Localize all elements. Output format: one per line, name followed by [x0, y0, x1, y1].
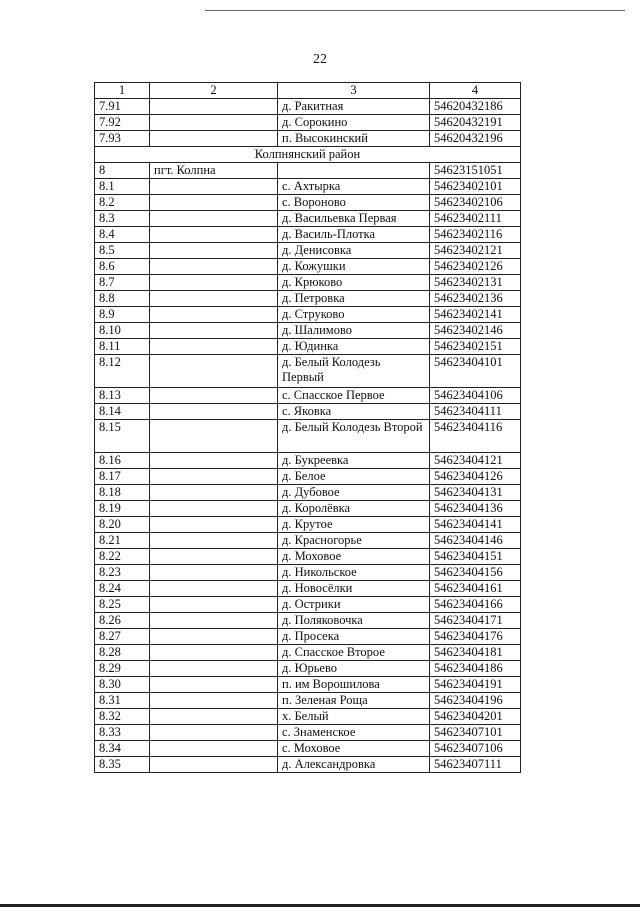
type-cell	[150, 404, 278, 420]
type-cell	[150, 99, 278, 115]
oktmo-code-cell: 54623404116	[430, 420, 521, 453]
page-number: 22	[313, 52, 327, 67]
oktmo-code-cell: 54623402126	[430, 259, 521, 275]
settlement-cell: д. Красногорье	[278, 533, 430, 549]
number-cell: 8.11	[95, 339, 150, 355]
settlement-cell: д. Василь-Плотка	[278, 227, 430, 243]
table-row	[95, 195, 521, 211]
number-cell: 8.18	[95, 485, 150, 501]
table-row	[95, 388, 521, 404]
settlement-cell: д. Поляковочка	[278, 613, 430, 629]
number-cell: 8.27	[95, 629, 150, 645]
number-cell: 8.32	[95, 709, 150, 725]
settlement-cell: с. Спасское Первое	[278, 388, 430, 404]
oktmo-code-cell: 54620432186	[430, 99, 521, 115]
type-cell	[150, 115, 278, 131]
number-cell: 8.2	[95, 195, 150, 211]
table-row	[95, 211, 521, 227]
type-cell	[150, 645, 278, 661]
oktmo-code-cell: 54623402136	[430, 291, 521, 307]
number-cell: 8.4	[95, 227, 150, 243]
settlement-cell: п. им Ворошилова	[278, 677, 430, 693]
header-cell: 2	[150, 83, 278, 99]
oktmo-code-cell: 54623404166	[430, 597, 521, 613]
header-cell: 4	[430, 83, 521, 99]
number-cell: 8.35	[95, 757, 150, 773]
settlement-cell: д. Белое	[278, 469, 430, 485]
number-cell: 8.7	[95, 275, 150, 291]
settlement-cell: с. Яковка	[278, 404, 430, 420]
oktmo-code-cell: 54623402111	[430, 211, 521, 227]
settlement-cell: д. Кожушки	[278, 259, 430, 275]
table-row	[95, 323, 521, 339]
table-row	[95, 485, 521, 501]
type-cell	[150, 469, 278, 485]
number-cell: 8.12	[95, 355, 150, 388]
oktmo-code-cell: 54623404146	[430, 533, 521, 549]
table-row	[95, 645, 521, 661]
oktmo-code-cell: 54623404136	[430, 501, 521, 517]
table-row	[95, 469, 521, 485]
table-row	[95, 661, 521, 677]
type-cell	[150, 677, 278, 693]
table-row	[95, 741, 521, 757]
settlement-cell: д. Белый Колодезь Второй	[278, 420, 430, 453]
settlement-cell: д. Ракитная	[278, 99, 430, 115]
oktmo-code-cell: 54623407106	[430, 741, 521, 757]
oktmo-code-cell: 54623404181	[430, 645, 521, 661]
number-cell: 8.24	[95, 581, 150, 597]
table-row	[95, 227, 521, 243]
settlement-cell: д. Александровка	[278, 757, 430, 773]
district-section-row	[95, 147, 521, 163]
table-row	[95, 629, 521, 645]
table-row	[95, 275, 521, 291]
oktmo-code-cell: 54623404161	[430, 581, 521, 597]
number-cell: 8.15	[95, 420, 150, 453]
header-cell: 3	[278, 83, 430, 99]
type-cell	[150, 339, 278, 355]
oktmo-code-cell: 54623404121	[430, 453, 521, 469]
type-cell	[150, 307, 278, 323]
number-cell: 8.3	[95, 211, 150, 227]
oktmo-code-cell: 54623404196	[430, 693, 521, 709]
header-cell: 1	[95, 83, 150, 99]
oktmo-code-cell: 54623402101	[430, 179, 521, 195]
settlement-cell: д. Крутое	[278, 517, 430, 533]
table-row	[95, 307, 521, 323]
table-row	[95, 533, 521, 549]
type-cell	[150, 501, 278, 517]
table-row	[95, 693, 521, 709]
settlement-cell: д. Сорокино	[278, 115, 430, 131]
table-row	[95, 581, 521, 597]
type-cell	[150, 275, 278, 291]
table-row	[95, 420, 521, 453]
oktmo-code-cell: 54623404141	[430, 517, 521, 533]
type-cell	[150, 211, 278, 227]
table-row	[95, 99, 521, 115]
table-row	[95, 725, 521, 741]
oktmo-code-cell: 54623404126	[430, 469, 521, 485]
number-cell: 8.16	[95, 453, 150, 469]
number-cell: 8.26	[95, 613, 150, 629]
settlement-cell: д. Струково	[278, 307, 430, 323]
number-cell: 8.8	[95, 291, 150, 307]
settlement-cell: с. Ахтырка	[278, 179, 430, 195]
settlement-cell: д. Королёвка	[278, 501, 430, 517]
oktmo-code-cell: 54623404191	[430, 677, 521, 693]
oktmo-code-cell: 54623404101	[430, 355, 521, 388]
oktmo-code-cell: 54623404186	[430, 661, 521, 677]
oktmo-code-cell: 54623402121	[430, 243, 521, 259]
oktmo-code-cell: 54623404171	[430, 613, 521, 629]
settlement-cell: д. Острики	[278, 597, 430, 613]
type-cell	[150, 355, 278, 388]
settlements-table	[94, 82, 521, 773]
oktmo-code-cell: 54620432196	[430, 131, 521, 147]
settlement-cell: д. Букреевка	[278, 453, 430, 469]
table-header-row	[95, 83, 521, 99]
settlement-cell: д. Петровка	[278, 291, 430, 307]
settlement-cell: д. Спасское Второе	[278, 645, 430, 661]
type-cell	[150, 757, 278, 773]
type-cell: пгт. Колпна	[150, 163, 278, 179]
table-row	[95, 613, 521, 629]
number-cell: 8.20	[95, 517, 150, 533]
table-row	[95, 404, 521, 420]
settlement-cell: д. Новосёлки	[278, 581, 430, 597]
number-cell: 8.19	[95, 501, 150, 517]
settlement-cell: с. Знаменское	[278, 725, 430, 741]
settlement-cell: д. Моховое	[278, 549, 430, 565]
number-cell: 8	[95, 163, 150, 179]
number-cell: 8.22	[95, 549, 150, 565]
settlement-cell: п. Зеленая Роща	[278, 693, 430, 709]
number-cell: 8.14	[95, 404, 150, 420]
table-row	[95, 517, 521, 533]
type-cell	[150, 597, 278, 613]
type-cell	[150, 565, 278, 581]
oktmo-code-cell: 54623402146	[430, 323, 521, 339]
number-cell: 8.33	[95, 725, 150, 741]
type-cell	[150, 661, 278, 677]
settlement-cell: д. Никольское	[278, 565, 430, 581]
type-cell	[150, 227, 278, 243]
oktmo-code-cell: 54623404156	[430, 565, 521, 581]
type-cell	[150, 533, 278, 549]
settlement-cell: д. Денисовка	[278, 243, 430, 259]
number-cell: 8.25	[95, 597, 150, 613]
type-cell	[150, 179, 278, 195]
number-cell: 8.23	[95, 565, 150, 581]
table-row	[95, 757, 521, 773]
settlement-cell: д. Просека	[278, 629, 430, 645]
type-cell	[150, 629, 278, 645]
oktmo-code-cell: 54623404106	[430, 388, 521, 404]
number-cell: 8.31	[95, 693, 150, 709]
number-cell: 7.91	[95, 99, 150, 115]
number-cell: 8.28	[95, 645, 150, 661]
number-cell: 8.9	[95, 307, 150, 323]
number-cell: 8.6	[95, 259, 150, 275]
oktmo-code-cell: 54623151051	[430, 163, 521, 179]
number-cell: 8.29	[95, 661, 150, 677]
settlement-cell: д. Шалимово	[278, 323, 430, 339]
oktmo-code-cell: 54623402106	[430, 195, 521, 211]
oktmo-code-cell: 54623402151	[430, 339, 521, 355]
table-row	[95, 339, 521, 355]
table-row	[95, 677, 521, 693]
oktmo-code-cell: 54623404151	[430, 549, 521, 565]
type-cell	[150, 549, 278, 565]
district-name: Колпнянский район	[95, 147, 521, 163]
oktmo-code-cell: 54623404111	[430, 404, 521, 420]
oktmo-code-cell: 54623404131	[430, 485, 521, 501]
settlement-cell: с. Моховое	[278, 741, 430, 757]
table-row	[95, 131, 521, 147]
table-row	[95, 453, 521, 469]
table-row	[95, 179, 521, 195]
type-cell	[150, 388, 278, 404]
type-cell	[150, 725, 278, 741]
table-row	[95, 243, 521, 259]
table-row	[95, 565, 521, 581]
settlement-cell: х. Белый	[278, 709, 430, 725]
type-cell	[150, 485, 278, 501]
oktmo-code-cell: 54623402141	[430, 307, 521, 323]
table-row	[95, 355, 521, 388]
settlement-cell	[278, 163, 430, 179]
oktmo-code-cell: 54620432191	[430, 115, 521, 131]
type-cell	[150, 741, 278, 757]
oktmo-code-cell: 54623404176	[430, 629, 521, 645]
type-cell	[150, 259, 278, 275]
table-row	[95, 709, 521, 725]
type-cell	[150, 581, 278, 597]
number-cell: 8.13	[95, 388, 150, 404]
settlement-cell: д. Крюково	[278, 275, 430, 291]
type-cell	[150, 195, 278, 211]
table-row	[95, 259, 521, 275]
number-cell: 8.5	[95, 243, 150, 259]
number-cell: 7.93	[95, 131, 150, 147]
number-cell: 7.92	[95, 115, 150, 131]
table-row	[95, 549, 521, 565]
oktmo-code-cell: 54623407101	[430, 725, 521, 741]
settlement-cell: д. Дубовое	[278, 485, 430, 501]
number-cell: 8.21	[95, 533, 150, 549]
table-row	[95, 501, 521, 517]
settlement-cell: д. Васильевка Первая	[278, 211, 430, 227]
number-cell: 8.34	[95, 741, 150, 757]
type-cell	[150, 517, 278, 533]
type-cell	[150, 420, 278, 453]
type-cell	[150, 131, 278, 147]
number-cell: 8.10	[95, 323, 150, 339]
settlement-cell: д. Белый Колодезь Первый	[278, 355, 430, 388]
bottom-rule	[0, 904, 640, 907]
table-row	[95, 291, 521, 307]
type-cell	[150, 243, 278, 259]
settlement-cell: с. Вороново	[278, 195, 430, 211]
number-cell: 8.1	[95, 179, 150, 195]
oktmo-code-cell: 54623402116	[430, 227, 521, 243]
type-cell	[150, 453, 278, 469]
type-cell	[150, 613, 278, 629]
table-row	[95, 163, 521, 179]
type-cell	[150, 291, 278, 307]
settlement-cell: д. Юрьево	[278, 661, 430, 677]
oktmo-code-cell: 54623402131	[430, 275, 521, 291]
settlement-cell: п. Высокинский	[278, 131, 430, 147]
top-rule	[205, 10, 625, 11]
table-row	[95, 597, 521, 613]
type-cell	[150, 693, 278, 709]
oktmo-code-cell: 54623407111	[430, 757, 521, 773]
table-row	[95, 115, 521, 131]
number-cell: 8.30	[95, 677, 150, 693]
number-cell: 8.17	[95, 469, 150, 485]
oktmo-code-cell: 54623404201	[430, 709, 521, 725]
table-body	[95, 83, 521, 773]
settlement-cell: д. Юдинка	[278, 339, 430, 355]
type-cell	[150, 323, 278, 339]
type-cell	[150, 709, 278, 725]
